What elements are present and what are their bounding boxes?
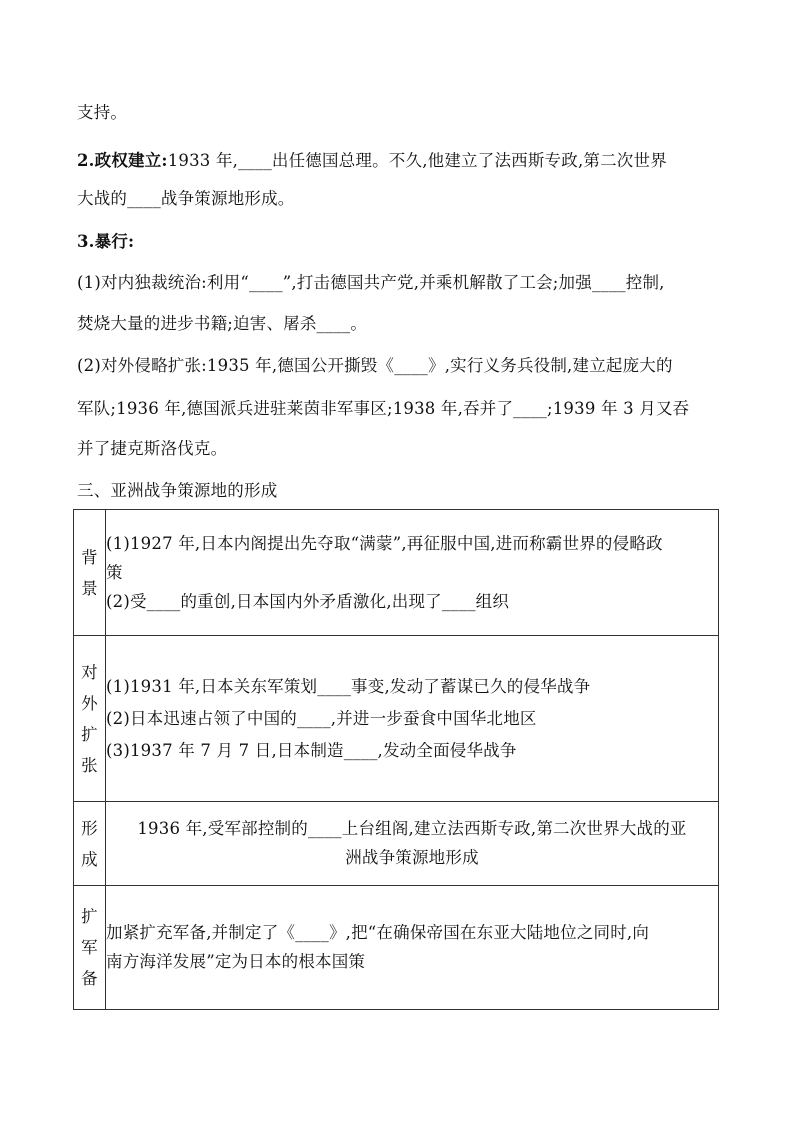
row-label-formation [74, 802, 106, 886]
row-content-armament [106, 886, 719, 1010]
atrocity-heading: 3.暴行: [77, 232, 135, 251]
background-item-1-cont: 策 [106, 562, 123, 582]
label-char: 军 [81, 938, 98, 957]
asia-war-source-table [73, 509, 719, 1010]
foreign-line-3: 并了捷克斯洛伐克。 [77, 439, 228, 458]
background-item-2: (2)受____的重创,日本国内外矛盾激化,出现了____组织 [106, 591, 510, 611]
background-item-1: (1)1927 年,日本内阁提出先夺取“满蒙”,再征服中国,进而称霸世界的侵略政 [106, 533, 663, 553]
row-label-armament [74, 886, 106, 1010]
armament-line-2: 南方海洋发展”定为日本的根本国策 [106, 952, 366, 971]
label-char: 背 [81, 547, 98, 567]
label-char: 张 [81, 755, 98, 775]
domestic-line-1: (1)对内独裁统治:利用“____”,打击德国共产党,并乘机解散了工会;加强____控制, [77, 273, 665, 292]
armament-line-1: 加紧扩充军备,并制定了《____》,把“在确保帝国在东亚大陆地位之同时,向 [106, 923, 650, 942]
regime-line-1 [77, 151, 722, 171]
table-row-expansion [74, 636, 719, 802]
row-label-expansion [74, 636, 106, 802]
section-heading: 三、亚洲战争策源地的形成 [77, 481, 278, 500]
label-char: 成 [81, 849, 98, 869]
regime-text-1: 1933 年,____出任德国总理。不久,他建立了法西斯专政,第二次世界 [167, 151, 667, 170]
domestic-line-2: 焚烧大量的进步书籍;迫害、屠杀____。 [77, 314, 368, 333]
regime-line-2: 大战的____战争策源地形成。 [77, 189, 295, 208]
foreign-line-1: (2)对外侵略扩张:1935 年,德国公开撕毁《____》,实行义务兵役制,建立起庞大的 [77, 356, 673, 375]
foreign-line-2: 军队;1936 年,德国派兵进驻莱茵非军事区;1938 年,吞并了____;1939 年 3 月又吞 [77, 399, 690, 418]
label-char: 备 [81, 969, 98, 988]
expansion-item-2: (2)日本迅速占领了中国的____,并进一步蚕食中国华北地区 [106, 708, 537, 728]
row-content-background [106, 510, 719, 636]
paragraph-support: 支持。 [77, 103, 128, 122]
expansion-item-1: (1)1931 年,日本关东军策划____事变,发动了蓄谋已久的侵华战争 [106, 676, 591, 696]
row-content-formation [106, 802, 719, 886]
table-row-armament [74, 886, 719, 1010]
table-row-formation [74, 802, 719, 886]
table-row-background [74, 510, 719, 636]
row-label-background [74, 510, 106, 636]
formation-line-1: 1936 年,受军部控制的____上台组阁,建立法西斯专政,第二次世界大战的亚 [137, 819, 687, 838]
regime-heading: 2.政权建立: [77, 151, 168, 170]
label-char: 对 [81, 662, 98, 682]
label-char: 外 [81, 693, 98, 713]
label-char: 形 [81, 818, 98, 838]
formation-line-2: 洲战争策源地形成 [345, 848, 479, 867]
expansion-item-3: (3)1937 年 7 月 7 日,日本制造____,发动全面侵华战争 [106, 740, 517, 760]
label-char: 扩 [81, 724, 98, 744]
label-char: 扩 [81, 907, 98, 926]
label-char: 景 [81, 578, 98, 598]
row-content-expansion [106, 636, 719, 802]
